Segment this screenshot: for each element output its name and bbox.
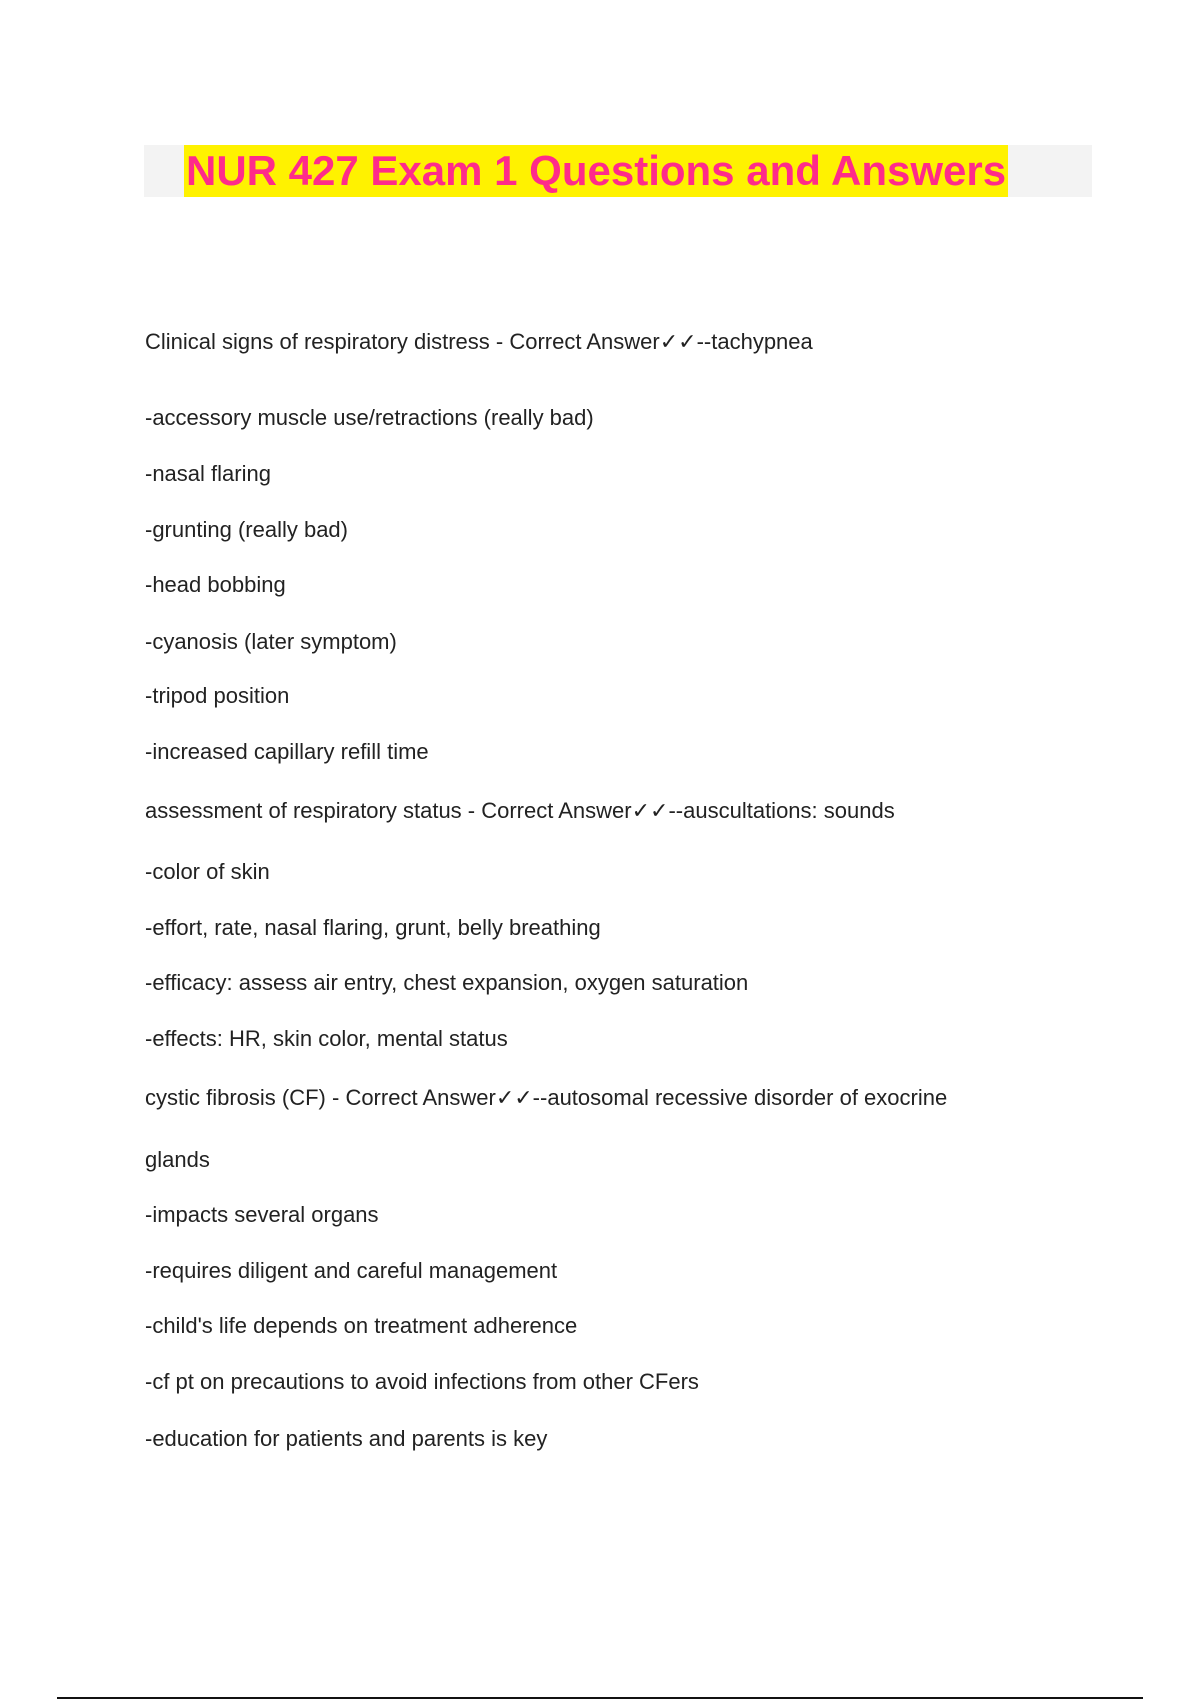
answer-line: -effort, rate, nasal flaring, grunt, belly breathing xyxy=(145,915,601,940)
answer-line: -effects: HR, skin color, mental status xyxy=(145,1026,508,1051)
answer-line: -color of skin xyxy=(145,859,270,884)
question-line: cystic fibrosis (CF) - Correct Answer✓✓--autosomal recessive disorder of exocrine xyxy=(145,1085,948,1110)
answer-line: -increased capillary refill time xyxy=(145,739,429,764)
answer-line: -efficacy: assess air entry, chest expansion, oxygen saturation xyxy=(145,970,749,995)
answer-line: -accessory muscle use/retractions (really bad) xyxy=(145,405,594,430)
answer-line: -tripod position xyxy=(145,683,290,708)
answer-line: -impacts several organs xyxy=(145,1202,379,1227)
answer-line: -cf pt on precautions to avoid infections from other CFers xyxy=(145,1369,699,1394)
answer-line: -child's life depends on treatment adherence xyxy=(145,1313,578,1338)
answer-line: -cyanosis (later symptom) xyxy=(145,629,397,654)
answer-line: glands xyxy=(145,1147,210,1172)
answer-line: -requires diligent and careful management xyxy=(145,1258,558,1283)
document-title: NUR 427 Exam 1 Questions and Answers xyxy=(184,145,1008,197)
footer-rule xyxy=(57,1697,1143,1699)
answer-line: -nasal flaring xyxy=(145,461,271,486)
question-line: Clinical signs of respiratory distress - Correct Answer✓✓--tachypnea xyxy=(145,329,813,354)
answer-line: -education for patients and parents is key xyxy=(145,1426,548,1451)
answer-line: -grunting (really bad) xyxy=(145,517,348,542)
answer-line: -head bobbing xyxy=(145,572,286,597)
question-line: assessment of respiratory status - Correct Answer✓✓--auscultations: sounds xyxy=(145,798,895,823)
